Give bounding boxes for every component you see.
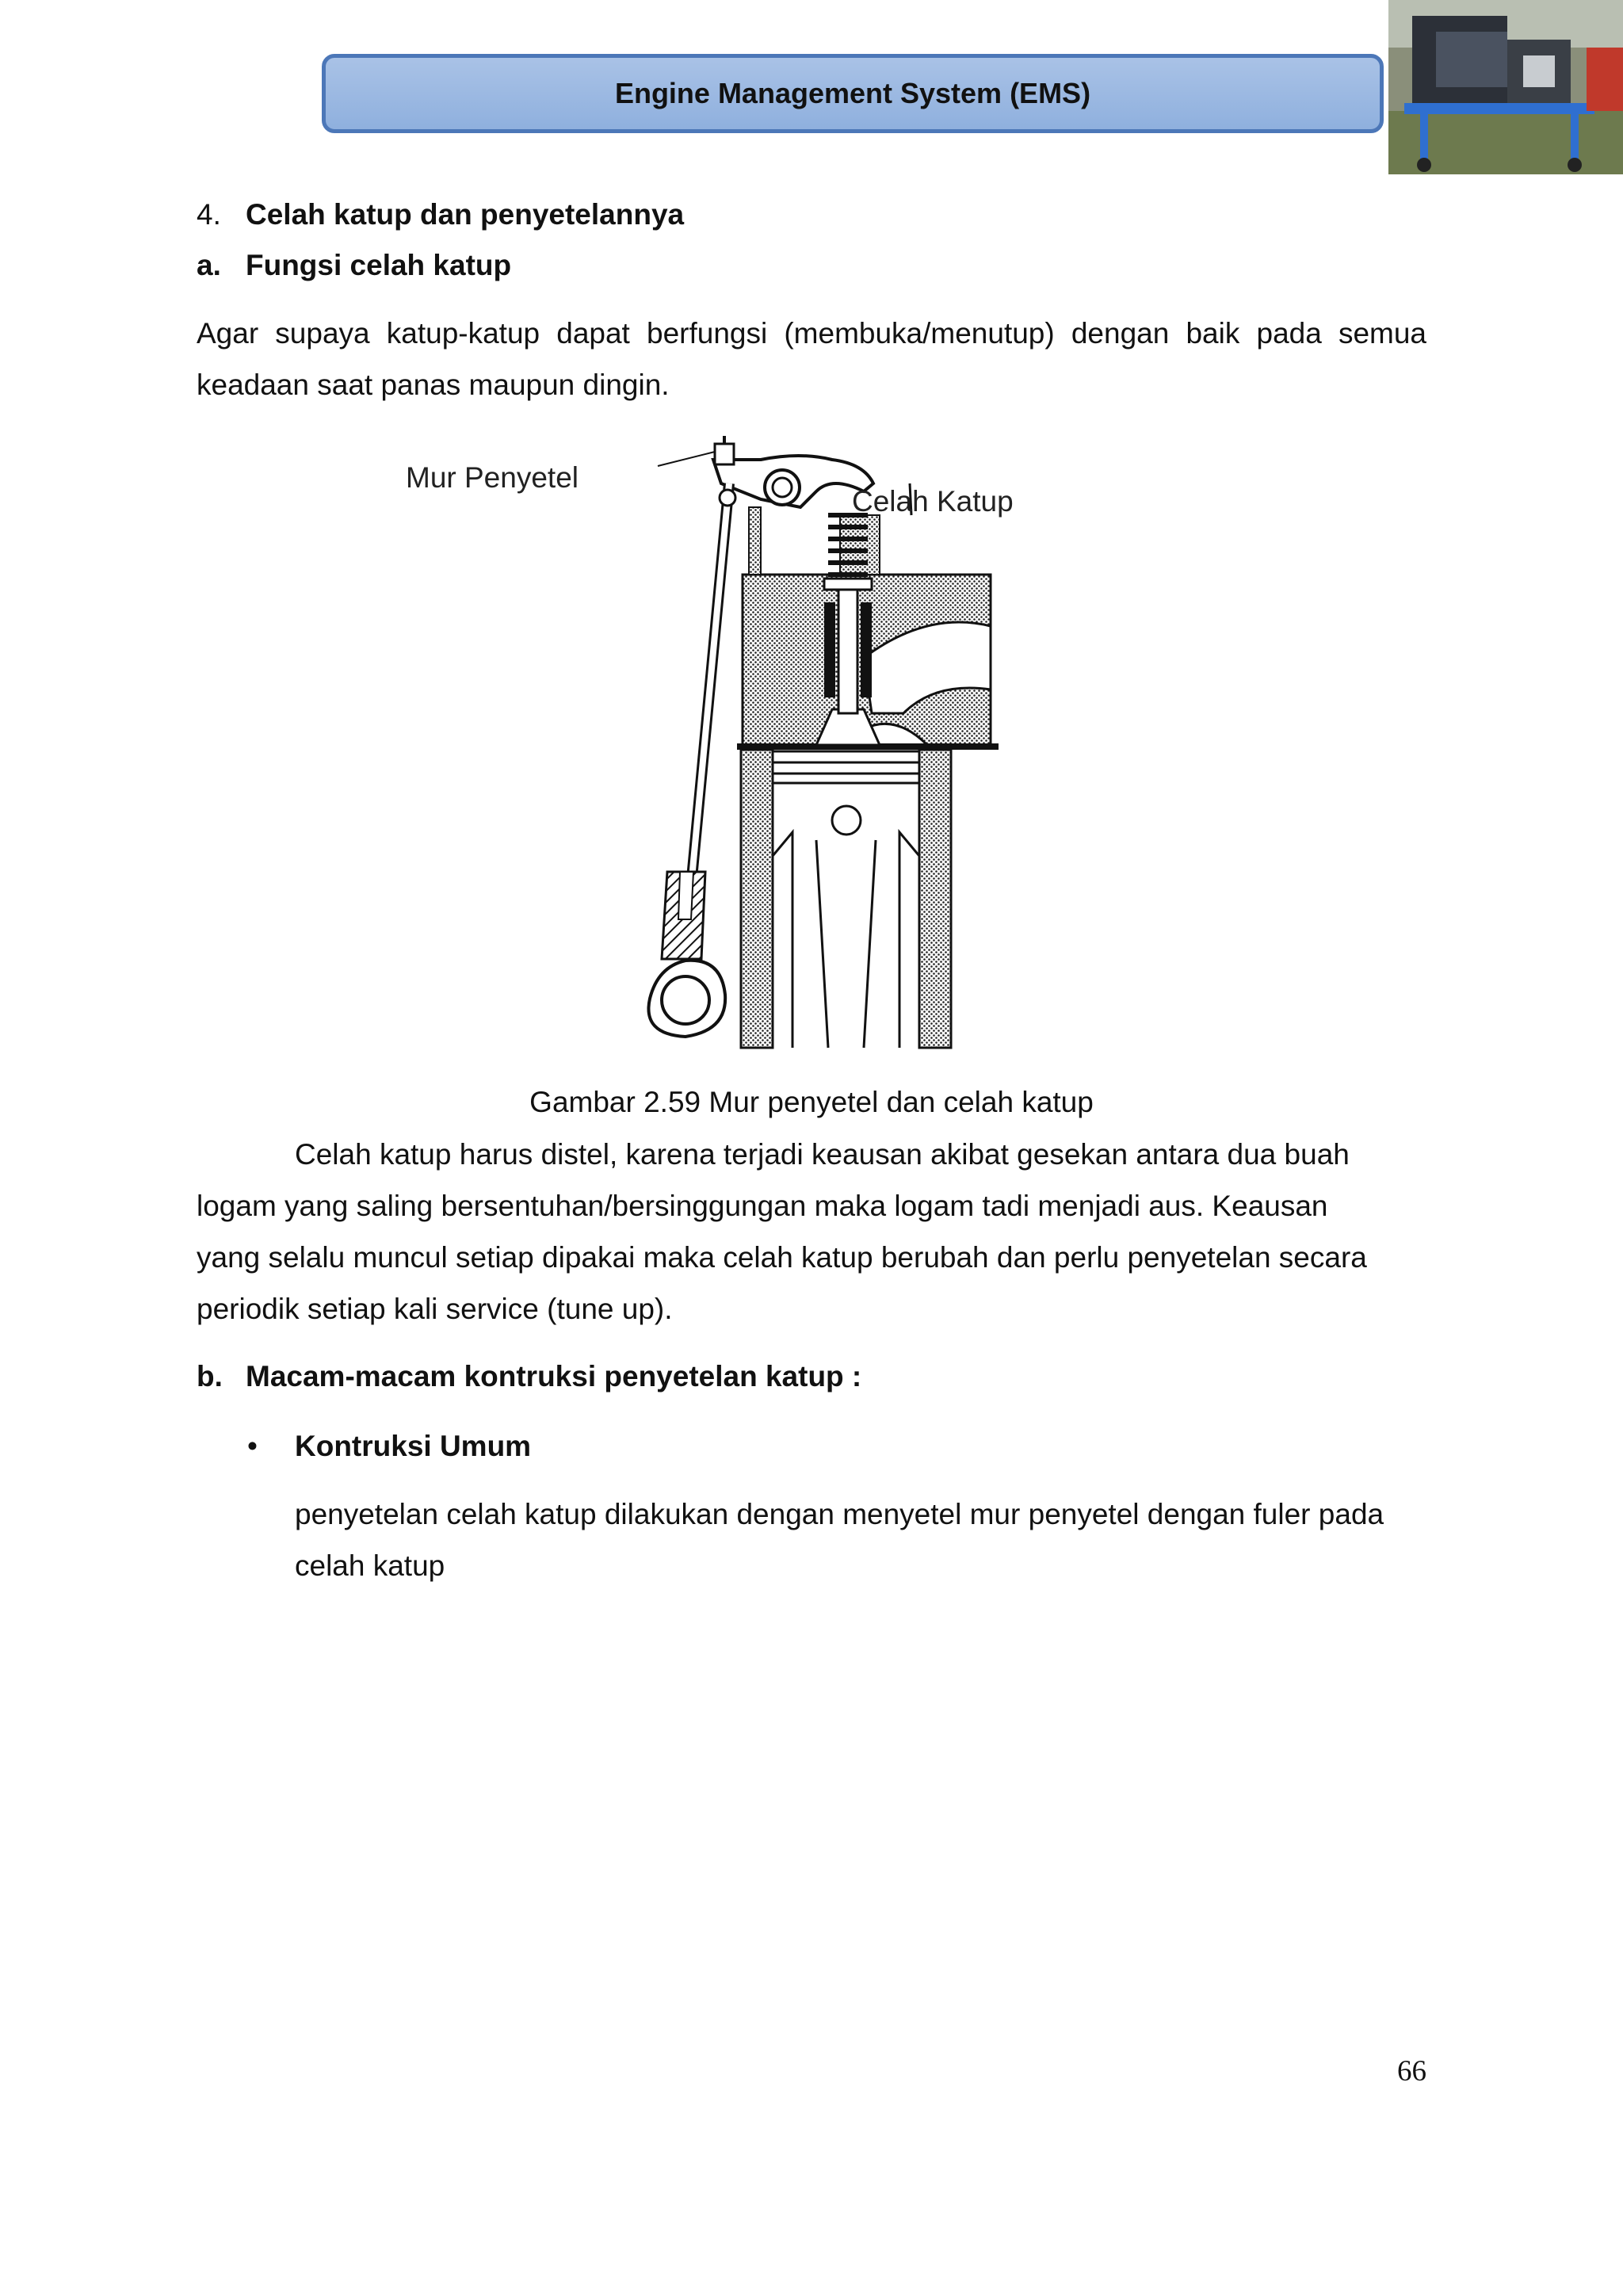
header-title: Engine Management System (EMS) <box>614 77 1091 109</box>
paragraph-line: yang selalu muncul setiap dipakai maka celah katup berubah dan perlu penyetelan secara <box>197 1241 1367 1274</box>
sub-b-letter: b. <box>197 1360 223 1392</box>
sub-a-title: Fungsi celah katup <box>246 249 512 281</box>
figure-caption: Gambar 2.59 Mur penyetel dan celah katup <box>529 1086 1094 1118</box>
header-banner <box>322 54 1384 133</box>
section-title: Celah katup dan penyetelannya <box>246 198 685 231</box>
paragraph-line: keadaan saat panas maupun dingin. <box>197 369 670 401</box>
sub-a-paragraph <box>197 308 1426 411</box>
sub-b-title: Macam-macam kontruksi penyetelan katup : <box>246 1360 862 1392</box>
page-number: 66 <box>1397 2055 1426 2088</box>
label-adjusting-nut: Mur Penyetel <box>406 461 579 494</box>
label-valve-clearance: Celah Katup <box>852 485 1014 518</box>
valve-diagram <box>388 428 1022 1054</box>
paragraph-line: logam yang saling bersentuhan/bersinggungan maka logam tadi menjadi aus. Keausan <box>197 1190 1328 1222</box>
paragraph-line: penyetelan celah katup dilakukan dengan menyetel mur penyetel dengan fuler pada <box>295 1498 1384 1530</box>
section-number: 4. <box>197 198 221 231</box>
engine-trainer-photo <box>1388 0 1623 174</box>
paragraph-line: Agar supaya katup-katup dapat berfungsi (membuka/menutup) dengan baik pada semua <box>197 317 1426 350</box>
paragraph-line: Celah katup harus distel, karena terjadi keausan akibat gesekan antara dua buah <box>295 1138 1350 1171</box>
body-paragraph <box>197 1129 1426 1335</box>
bullet-paragraph <box>295 1488 1426 1591</box>
paragraph-line: periodik setiap kali service (tune up). <box>197 1293 673 1325</box>
sub-a-letter: a. <box>197 249 221 281</box>
bullet-title: Kontruksi Umum <box>295 1430 532 1462</box>
paragraph-line: celah katup <box>295 1549 445 1582</box>
bullet-symbol: • <box>247 1430 258 1462</box>
valve-clearance-figure <box>388 428 1022 1054</box>
